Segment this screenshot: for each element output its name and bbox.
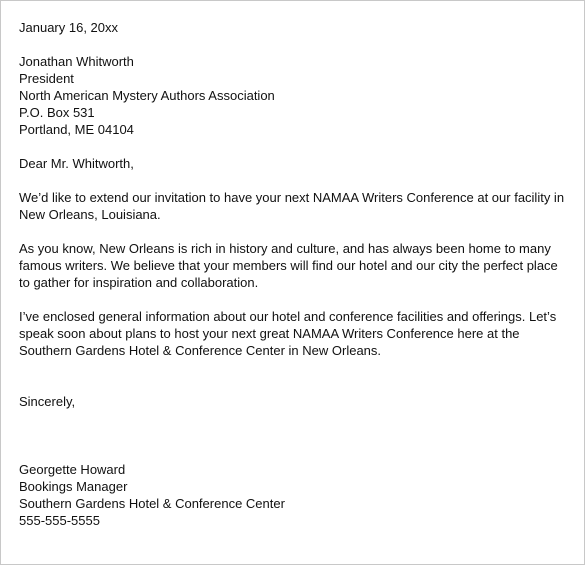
letter-date: January 16, 20xx — [19, 20, 119, 35]
paragraph-line: We’d like to extend our invitation to have your next NAMAA Writers Conference at our facility in — [19, 190, 565, 205]
paragraph-line: As you know, New Orleans is rich in history and culture, and has always been home to many — [19, 241, 551, 256]
spacer — [19, 172, 579, 189]
recipient-name: Jonathan Whitworth — [19, 54, 134, 69]
paragraph-enclosed-info — [19, 308, 579, 359]
paragraph-new-orleans — [19, 240, 579, 291]
recipient-address-line-1: P.O. Box 531 — [19, 105, 95, 120]
spacer — [19, 291, 579, 308]
recipient-address-line-2: Portland, ME 04104 — [19, 122, 134, 137]
signature-space — [19, 410, 579, 461]
spacer — [19, 359, 579, 393]
paragraph-line: New Orleans, Louisiana. — [19, 207, 161, 222]
spacer — [19, 138, 579, 155]
sender-block — [19, 461, 579, 529]
paragraph-line: to gather for inspiration and collaboration. — [19, 275, 259, 290]
paragraph-line: famous writers. We believe that your members will find our hotel and our city the perfect place — [19, 258, 558, 273]
sender-phone: 555-555-5555 — [19, 513, 100, 528]
sender-name: Georgette Howard — [19, 462, 126, 477]
salutation: Dear Mr. Whitworth, — [19, 156, 134, 171]
paragraph-line: speak soon about plans to host your next great NAMAA Writers Conference here at the — [19, 326, 520, 341]
paragraph-invitation — [19, 189, 579, 223]
recipient-title: President — [19, 71, 74, 86]
spacer — [19, 223, 579, 240]
spacer — [19, 36, 579, 53]
recipient-organization: North American Mystery Authors Association — [19, 88, 275, 103]
sender-organization: Southern Gardens Hotel & Conference Center — [19, 496, 285, 511]
letter-body — [19, 19, 579, 529]
closing: Sincerely, — [19, 394, 76, 409]
sender-title: Bookings Manager — [19, 479, 128, 494]
recipient-block — [19, 53, 579, 138]
paragraph-line: I’ve enclosed general information about our hotel and conference facilities and offerings. Let’s — [19, 309, 557, 324]
paragraph-line: Southern Gardens Hotel & Conference Center in New Orleans. — [19, 343, 382, 358]
